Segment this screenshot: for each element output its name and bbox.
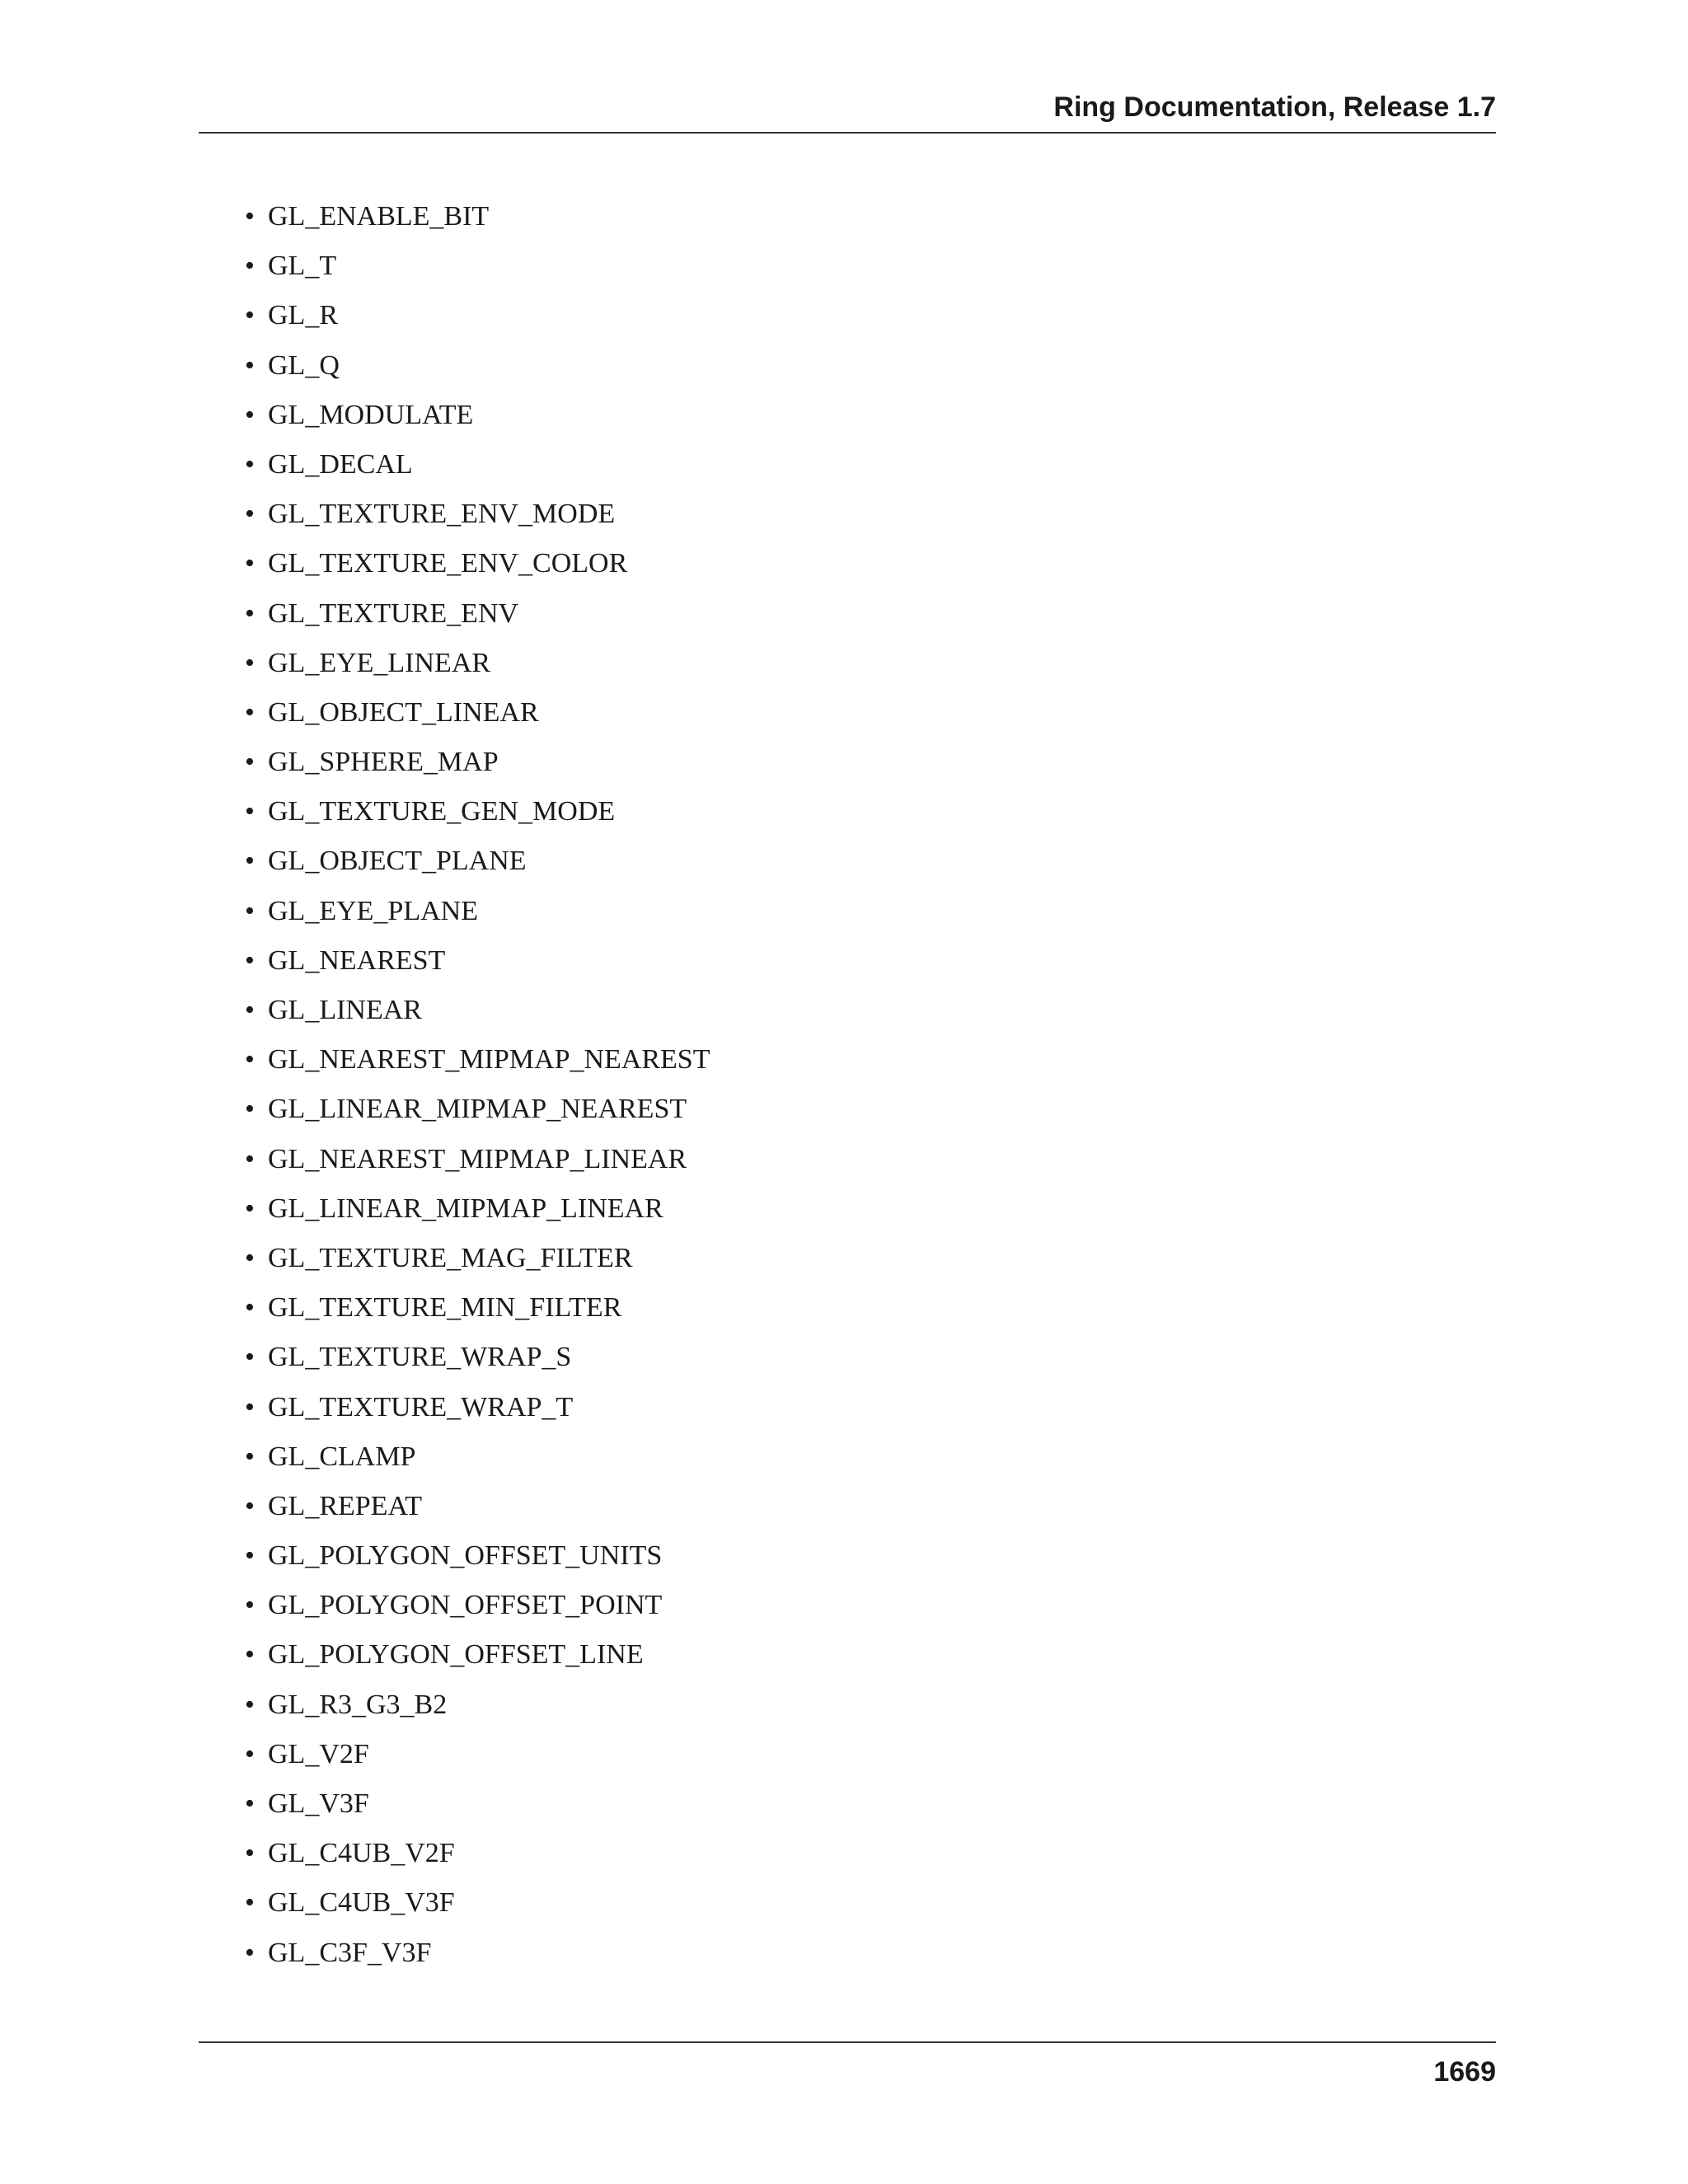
list-item [199, 1139, 1496, 1188]
list-item [199, 1436, 1496, 1486]
bullet-dot: • [245, 1490, 255, 1521]
bullet-dot: • [245, 747, 255, 778]
list-item [199, 692, 1496, 742]
list-item [199, 345, 1496, 395]
list-item-text: GL_TEXTURE_MIN_FILTER [268, 1292, 622, 1324]
bullet-dot: • [245, 1639, 255, 1671]
bullet-dot: • [245, 1689, 255, 1720]
list-item [199, 1238, 1496, 1287]
constant-list [199, 196, 1496, 1982]
list-item-text: GL_R [268, 300, 338, 331]
list-item-text: GL_C4UB_V3F [268, 1887, 455, 1919]
list-item-text: GL_C3F_V3F [268, 1937, 432, 1968]
list-item-text: GL_OBJECT_PLANE [268, 846, 527, 877]
bullet-dot: • [245, 1738, 255, 1769]
list-item-text: GL_NEAREST_MIPMAP_NEAREST [268, 1044, 710, 1076]
bullet-dot: • [245, 1590, 255, 1621]
bullet-dot: • [245, 1143, 255, 1174]
list-item [199, 1486, 1496, 1535]
list-item-text: GL_TEXTURE_WRAP_S [268, 1342, 572, 1373]
list-item-text: GL_LINEAR_MIPMAP_LINEAR [268, 1193, 663, 1224]
bullet-dot: • [245, 696, 255, 728]
document-title: Ring Documentation, Release 1.7 [1053, 91, 1496, 123]
list-item-text: GL_TEXTURE_ENV_MODE [268, 499, 616, 530]
page-footer [199, 2041, 1496, 2088]
list-item-text: GL_OBJECT_LINEAR [268, 696, 539, 728]
list-item [199, 295, 1496, 344]
list-item [199, 444, 1496, 494]
list-item [199, 1833, 1496, 1882]
list-item-text: GL_V3F [268, 1788, 369, 1819]
list-item-text: GL_ENABLE_BIT [268, 201, 490, 232]
list-item-text: GL_SPHERE_MAP [268, 747, 499, 778]
list-item [199, 1039, 1496, 1089]
bullet-dot: • [245, 995, 255, 1025]
bullet-dot: • [245, 399, 255, 430]
bullet-dot: • [245, 796, 255, 827]
bullet-dot: • [245, 349, 255, 381]
list-item [199, 1734, 1496, 1783]
list-item [199, 395, 1496, 444]
page-number: 1669 [1433, 2056, 1496, 2088]
list-item [199, 1685, 1496, 1734]
bullet-dot: • [245, 448, 255, 480]
list-item-text: GL_TEXTURE_GEN_MODE [268, 796, 616, 827]
list-item [199, 1882, 1496, 1932]
list-item-text: GL_EYE_LINEAR [268, 647, 491, 678]
list-item-text: GL_TEXTURE_ENV [268, 598, 519, 629]
bullet-dot: • [245, 1441, 255, 1472]
bullet-dot: • [245, 1391, 255, 1422]
bullet-dot: • [245, 1937, 255, 1968]
bullet-dot: • [245, 895, 255, 926]
bullet-dot: • [245, 499, 255, 530]
list-item-text: GL_TEXTURE_WRAP_T [268, 1391, 574, 1422]
list-item [199, 246, 1496, 295]
bullet-dot: • [245, 1094, 255, 1125]
list-item [199, 1337, 1496, 1386]
list-item [199, 196, 1496, 246]
list-item [199, 494, 1496, 543]
list-item-text: GL_REPEAT [268, 1490, 422, 1521]
list-item [199, 1387, 1496, 1436]
bullet-dot: • [245, 846, 255, 877]
list-item-text: GL_POLYGON_OFFSET_LINE [268, 1639, 644, 1671]
list-item-text: GL_MODULATE [268, 399, 474, 430]
list-item-text: GL_DECAL [268, 448, 413, 480]
list-item-text: GL_POLYGON_OFFSET_POINT [268, 1590, 663, 1621]
list-item [199, 1287, 1496, 1337]
list-item [199, 940, 1496, 990]
list-item [199, 1585, 1496, 1634]
list-item [199, 543, 1496, 593]
list-item-text: GL_TEXTURE_ENV_COLOR [268, 548, 628, 579]
list-item [199, 593, 1496, 643]
bullet-dot: • [245, 647, 255, 678]
bullet-dot: • [245, 1540, 255, 1572]
list-item-text: GL_Q [268, 349, 340, 381]
list-item [199, 1634, 1496, 1684]
bullet-dot: • [245, 548, 255, 579]
bullet-dot: • [245, 1788, 255, 1819]
list-item-text: GL_POLYGON_OFFSET_UNITS [268, 1540, 663, 1572]
page-header [199, 89, 1496, 134]
list-item-text: GL_LINEAR [268, 995, 422, 1025]
bullet-dot: • [245, 1242, 255, 1273]
bullet-dot: • [245, 300, 255, 331]
page-content [199, 196, 1496, 1982]
list-item [199, 990, 1496, 1039]
list-item [199, 1535, 1496, 1585]
bullet-dot: • [245, 944, 255, 976]
list-item [199, 891, 1496, 940]
bullet-dot: • [245, 1887, 255, 1919]
list-item-text: GL_NEAREST [268, 944, 446, 976]
list-item [199, 841, 1496, 890]
bullet-dot: • [245, 251, 255, 282]
list-item [199, 1933, 1496, 1982]
bullet-dot: • [245, 1342, 255, 1373]
bullet-dot: • [245, 1292, 255, 1324]
list-item-text: GL_T [268, 251, 337, 282]
list-item [199, 1089, 1496, 1138]
list-item-text: GL_LINEAR_MIPMAP_NEAREST [268, 1094, 687, 1125]
list-item [199, 1188, 1496, 1238]
list-item [199, 791, 1496, 841]
list-item [199, 643, 1496, 692]
bullet-dot: • [245, 1838, 255, 1869]
list-item [199, 742, 1496, 791]
bullet-dot: • [245, 1044, 255, 1076]
list-item-text: GL_NEAREST_MIPMAP_LINEAR [268, 1143, 687, 1174]
list-item [199, 1783, 1496, 1833]
list-item-text: GL_R3_G3_B2 [268, 1689, 448, 1720]
list-item-text: GL_C4UB_V2F [268, 1838, 455, 1869]
list-item-text: GL_CLAMP [268, 1441, 416, 1472]
list-item-text: GL_TEXTURE_MAG_FILTER [268, 1242, 633, 1273]
bullet-dot: • [245, 1193, 255, 1224]
list-item-text: GL_EYE_PLANE [268, 895, 478, 926]
bullet-dot: • [245, 598, 255, 629]
list-item-text: GL_V2F [268, 1738, 369, 1769]
bullet-dot: • [245, 201, 255, 232]
